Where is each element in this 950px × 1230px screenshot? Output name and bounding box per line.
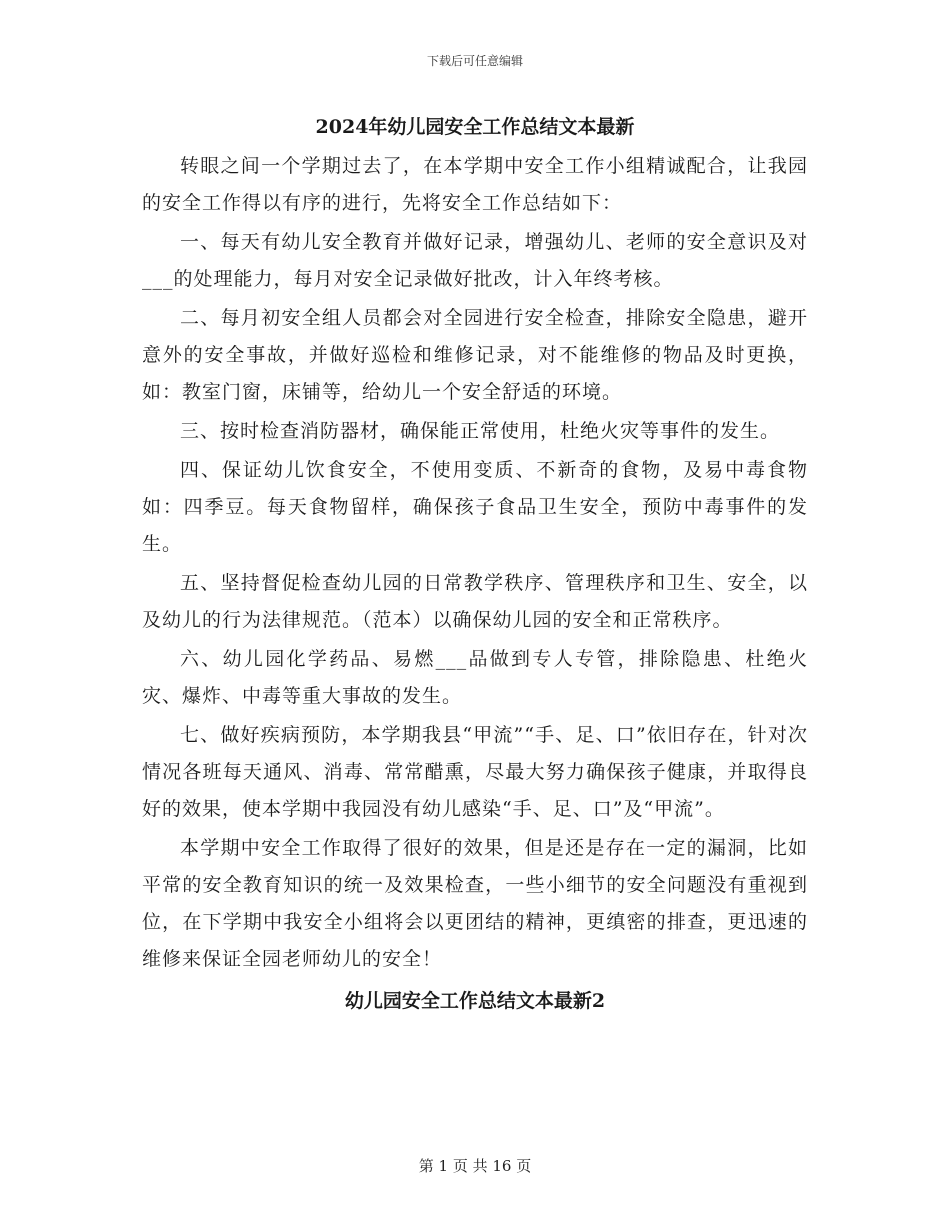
paragraph-item-3: 三、按时检查消防器材，确保能正常使用，杜绝火灾等事件的发生。 xyxy=(180,420,781,442)
paragraph-item-4: 四、保证幼儿饮食安全，不使用变质、不新奇的食物，及易中毒食物如：四季豆。每天食物留样，确保孩子食品卫生安全，预防中毒事件的发生。 xyxy=(142,459,808,555)
paragraph-intro: 转眼之间一个学期过去了，在本学期中安全工作小组精诚配合，让我园的安全工作得以有序的进行，先将安全工作总结如下： xyxy=(142,155,808,214)
paragraph-item-1: 一、每天有幼儿安全教育并做好记录，增强幼儿、老师的安全意识及对___的处理能力，每月对安全记录做好批改，计入年终考核。 xyxy=(142,231,808,290)
paragraph-item-2: 二、每月初安全组人员都会对全园进行安全检查，排除安全隐患，避开意外的安全事故，并做好巡检和维修记录，对不能维修的物品及时更换，如：教室门窗，床铺等，给幼儿一个安全舒适的环境。 xyxy=(142,307,808,403)
document-body xyxy=(142,112,808,1016)
page-number: 第 1 页 共 16 页 xyxy=(418,1157,532,1175)
header-note: 下载后可任意编辑 xyxy=(426,54,523,68)
section-title-2: 幼儿园安全工作总结文本最新2 xyxy=(344,990,606,1012)
paragraph-item-6: 六、幼儿园化学药品、易燃___品做到专人专管，排除隐患、杜绝火灾、爆炸、中毒等重大事故的发生。 xyxy=(142,648,808,707)
paragraph-conclusion: 本学期中安全工作取得了很好的效果，但是还是存在一定的漏洞，比如平常的安全教育知识的统一及效果检查，一些小细节的安全问题没有重视到位，在下学期中我安全小组将会以更团结的精神，更缜密的排查，更迅速的维修来保证全园老师幼儿的安全！ xyxy=(142,837,808,970)
paragraph-item-7: 七、做好疾病预防，本学期我县“甲流”“手、足、口”依旧存在，针对次情况各班每天通风、消毒、常常醋熏，尽最大努力确保孩子健康，并取得良好的效果，使本学期中我园没有幼儿感染“手、足、口”及“甲流”。 xyxy=(142,724,808,820)
paragraph-item-5: 五、坚持督促检查幼儿园的日常教学秩序、管理秩序和卫生、安全，以及幼儿的行为法律规范。（范本）以确保幼儿园的安全和正常秩序。 xyxy=(142,572,808,631)
document-title: 2024年幼儿园安全工作总结文本最新 xyxy=(315,116,635,138)
